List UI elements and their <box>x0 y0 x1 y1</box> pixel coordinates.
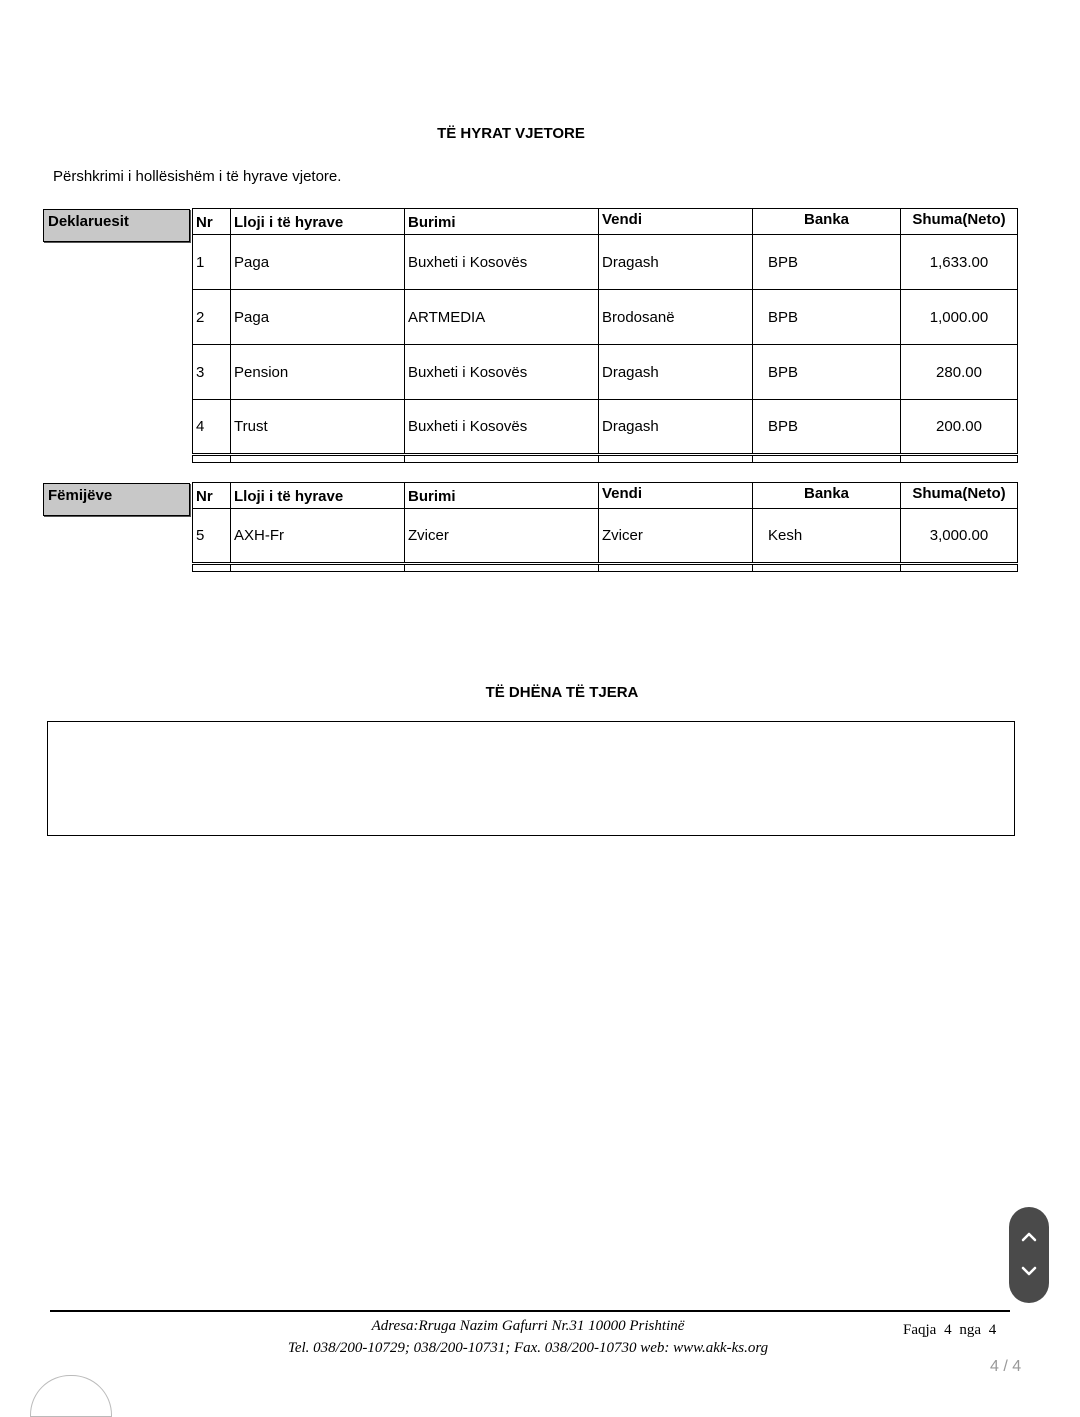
cell-shuma: 200.00 <box>901 400 1018 455</box>
cell-burimi: Zvicer <box>405 509 599 564</box>
cell-vendi: Brodosanë <box>599 290 753 345</box>
cell-nr: 3 <box>193 345 231 400</box>
header-banka: Banka <box>753 209 901 235</box>
table-header-row <box>193 209 1018 235</box>
table-row <box>193 400 1018 455</box>
bottom-handle <box>30 1375 112 1417</box>
cell-nr: 5 <box>193 509 231 564</box>
cell-banka: BPB <box>753 345 901 400</box>
cell-vendi: Dragash <box>599 345 753 400</box>
scroll-down-button[interactable] <box>1009 1253 1049 1289</box>
page-current: 4 <box>944 1322 952 1338</box>
other-data-box <box>47 721 1015 836</box>
cell-banka: BPB <box>753 400 901 455</box>
cell-banka: Kesh <box>753 509 901 564</box>
declarant-income-table <box>192 208 1018 463</box>
page-of: nga <box>959 1322 981 1338</box>
header-shuma: Shuma(Neto) <box>901 483 1018 509</box>
cell-nr: 4 <box>193 400 231 455</box>
table-row <box>193 290 1018 345</box>
cell-lloji: Pension <box>231 345 405 400</box>
cell-shuma: 3,000.00 <box>901 509 1018 564</box>
chevron-up-icon <box>1020 1228 1038 1246</box>
cell-burimi: ARTMEDIA <box>405 290 599 345</box>
header-shuma: Shuma(Neto) <box>901 209 1018 235</box>
other-data-title: TË DHËNA TË TJERA <box>485 684 639 701</box>
page-label: Faqja <box>903 1322 937 1338</box>
cell-shuma: 1,000.00 <box>901 290 1018 345</box>
table-row <box>193 345 1018 400</box>
cell-vendi: Dragash <box>599 235 753 290</box>
footer-divider <box>50 1310 1010 1312</box>
table-closing-row <box>193 564 1018 572</box>
header-burimi: Burimi <box>405 209 599 235</box>
footer-address: Adresa:Rruga Nazim Gafurri Nr.31 10000 Prishtinë <box>371 1318 685 1334</box>
intro-text: Përshkrimi i hollësishëm i të hyrave vjetore. <box>53 168 342 185</box>
header-banka: Banka <box>753 483 901 509</box>
children-label: Fëmijëve <box>43 483 190 516</box>
table-row <box>193 235 1018 290</box>
header-nr: Nr <box>193 209 231 235</box>
cell-nr: 2 <box>193 290 231 345</box>
cell-burimi: Buxheti i Kosovës <box>405 345 599 400</box>
header-vendi: Vendi <box>599 483 753 509</box>
cell-banka: BPB <box>753 290 901 345</box>
children-income-table <box>192 482 1018 572</box>
header-vendi: Vendi <box>599 209 753 235</box>
viewer-page-indicator: 4 / 4 <box>990 1358 1022 1375</box>
cell-shuma: 1,633.00 <box>901 235 1018 290</box>
cell-vendi: Zvicer <box>599 509 753 564</box>
cell-lloji: Trust <box>231 400 405 455</box>
footer-contact: Tel. 038/200-10729; 038/200-10731; Fax. 038/200-10730 web: www.akk-ks.org <box>287 1340 769 1356</box>
header-nr: Nr <box>193 483 231 509</box>
cell-nr: 1 <box>193 235 231 290</box>
cell-burimi: Buxheti i Kosovës <box>405 400 599 455</box>
declarant-label: Deklaruesit <box>43 209 190 242</box>
header-burimi: Burimi <box>405 483 599 509</box>
section-title: TË HYRAT VJETORE <box>437 125 585 142</box>
cell-shuma: 280.00 <box>901 345 1018 400</box>
chevron-down-icon <box>1020 1262 1038 1280</box>
cell-burimi: Buxheti i Kosovës <box>405 235 599 290</box>
cell-banka: BPB <box>753 235 901 290</box>
page-total: 4 <box>988 1322 997 1338</box>
page-scroll-control <box>1009 1207 1049 1303</box>
scroll-up-button[interactable] <box>1009 1219 1049 1255</box>
cell-lloji: Paga <box>231 235 405 290</box>
cell-lloji: Paga <box>231 290 405 345</box>
header-lloji: Lloji i të hyrave <box>231 483 405 509</box>
cell-lloji: AXH-Fr <box>231 509 405 564</box>
table-header-row <box>193 483 1018 509</box>
page-number <box>903 1322 996 1339</box>
header-lloji: Lloji i të hyrave <box>231 209 405 235</box>
table-closing-row <box>193 455 1018 463</box>
cell-vendi: Dragash <box>599 400 753 455</box>
table-row <box>193 509 1018 564</box>
